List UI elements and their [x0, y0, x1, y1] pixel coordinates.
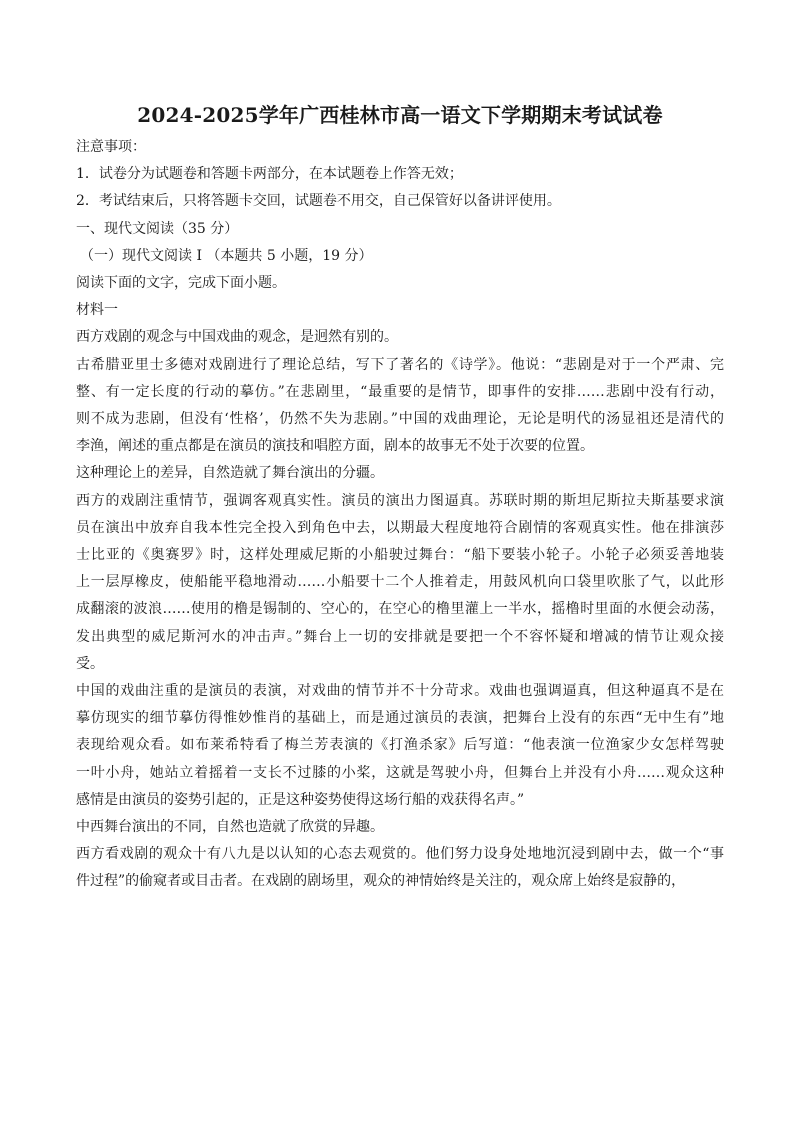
- passage-line: 发出典型的威尼斯河水的冲击声。”舞台上一切的安排就是要把一个不容怀疑和增减的情节让观众接: [76, 628, 724, 645]
- passage-paragraph: [76, 460, 724, 487]
- passage-line: 员在演出中放弃自我本性完全投入到角色中去，以期最大程度地符合剧情的客观真实性。他在排演莎: [76, 519, 724, 536]
- passage-paragraph: [76, 324, 724, 351]
- passage-paragraph: [76, 678, 724, 814]
- passage-line: 则不成为悲剧，但没有‘性格’，仍然不失为悲剧。”中国的戏曲理论，无论是明代的汤显祖还是清代的: [76, 411, 724, 428]
- passage-paragraph: [76, 352, 724, 461]
- passage-line: 受。: [76, 655, 104, 672]
- passage-line: 这种理论上的差异，自然造就了舞台演出的分疆。: [76, 465, 384, 482]
- passage-line: 表现给观众看。如布莱希特看了梅兰芳表演的《打渔杀家》后写道：“他表演一位渔家少女怎样驾驶: [76, 737, 724, 754]
- passage-line: 古希腊亚里士多德对戏剧进行了理论总结，写下了著名的《诗学》。他说：“悲剧是对于一个严肃、完: [76, 356, 724, 373]
- subsection-heading: （一）现代文阅读 I （本题共 5 小题，19 分）: [80, 247, 373, 264]
- passage-line: 士比亚的《奥赛罗》时，这样处理威尼斯的小船驶过舞台：“船下要装小轮子。小轮子必须妥善地装: [76, 547, 724, 564]
- passage-paragraph: [76, 814, 724, 841]
- passage-line: 件过程”的偷窥者或目击者。在戏剧的剧场里，观众的神情始终是关注的，观众席上始终是寂静的，: [76, 873, 686, 890]
- passage-line: 成翻滚的波浪……使用的橹是锡制的、空心的，在空心的橹里灌上一半水，摇橹时里面的水便会动荡，: [76, 601, 724, 618]
- passage-line: 中国的戏曲注重的是演员的表演，对戏曲的情节并不十分苛求。戏曲也强调逼真，但这种逼真不是在: [76, 683, 724, 700]
- passage-line: 中西舞台演出的不同，自然也造就了欣赏的异趣。: [76, 819, 384, 836]
- passage-body: [76, 324, 724, 895]
- material-label: 材料一: [76, 302, 118, 319]
- notice-item-1: 1．试卷分为试题卷和答题卡两部分，在本试题卷上作答无效；: [76, 166, 463, 183]
- notice-item-2: 2．考试结束后，只将答题卡交回，试题卷不用交，自己保管好以备讲评使用。: [76, 193, 561, 210]
- passage-line: 李渔，阐述的重点都是在演员的演技和唱腔方面，剧本的故事无不处于次要的位置。: [76, 438, 594, 455]
- passage-line: 摹仿现实的细节摹仿得惟妙惟肖的基础上，而是通过演员的表演，把舞台上没有的东西“无中生有”地: [76, 710, 724, 727]
- notice-heading: 注意事项：: [76, 139, 146, 155]
- reading-instruction: 阅读下面的文字，完成下面小题。: [76, 275, 286, 292]
- passage-paragraph: [76, 488, 724, 678]
- passage-line: 西方戏剧的观念与中国戏曲的观念，是迥然有别的。: [76, 329, 398, 346]
- passage-line: 整、有一定长度的行动的摹仿。”在悲剧里，“最重要的是情节，即事件的安排……悲剧中没有行动，: [76, 383, 724, 400]
- passage-line: 感情是由演员的姿势引起的，正是这种姿势使得这场行船的戏获得名声。”: [76, 791, 525, 808]
- passage-line: 一叶小舟，她站立着摇着一支长不过膝的小桨，这就是驾驶小舟，但舞台上并没有小舟……观众这种: [76, 764, 724, 781]
- section-heading: 一、现代文阅读（35 分）: [76, 220, 239, 237]
- passage-line: 西方看戏剧的观众十有八九是以认知的心态去观赏的。他们努力设身处地地沉浸到剧中去，做一个“事: [76, 846, 724, 863]
- passage-line: 上一层厚橡皮，使船能平稳地滑动……小船要十二个人推着走，用鼓风机向口袋里吹胀了气，以此形: [76, 574, 724, 591]
- exam-title: 2024-2025学年广西桂林市高一语文下学期期末考试试卷: [137, 103, 663, 127]
- passage-paragraph: [76, 841, 724, 895]
- passage-line: 西方的戏剧注重情节，强调客观真实性。演员的演出力图逼真。苏联时期的斯坦尼斯拉夫斯基要求演: [76, 492, 724, 509]
